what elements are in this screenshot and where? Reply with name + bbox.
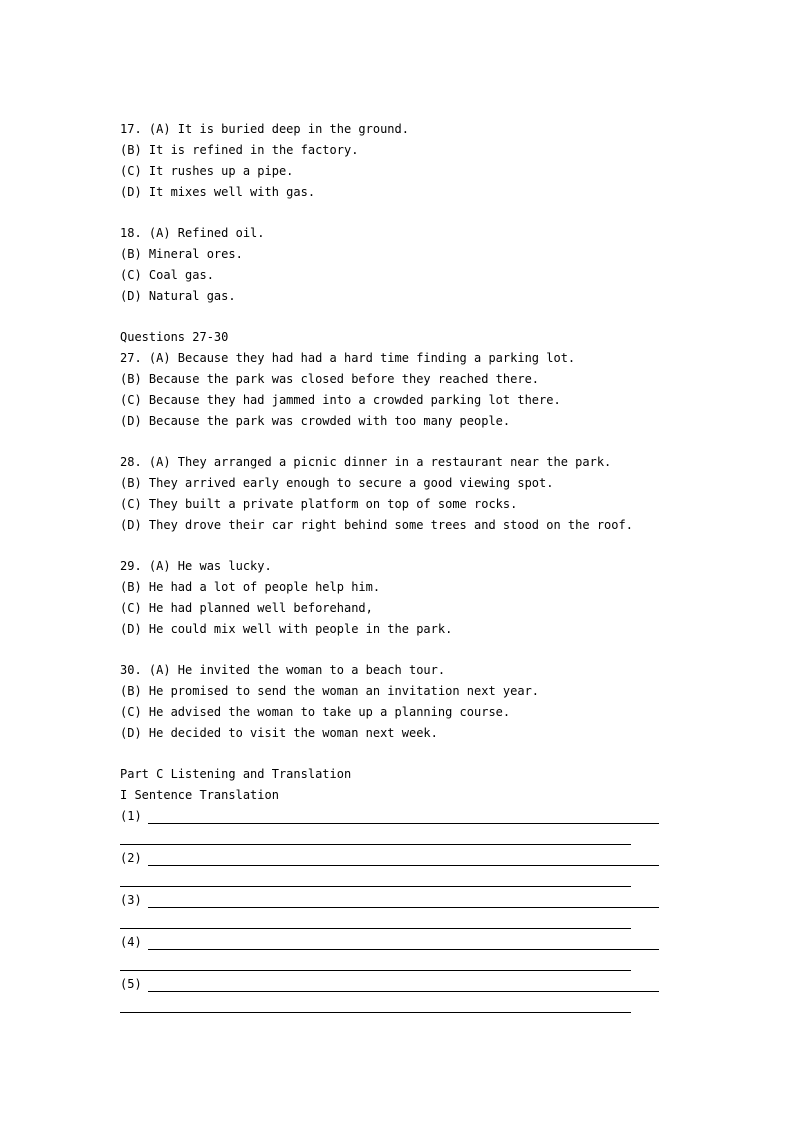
q18-option-c: (C) Coal gas. (120, 268, 214, 282)
q28-option-a: 28. (A) They arranged a picnic dinner in a restaurant near the park. (120, 455, 612, 469)
q28-option-d: (D) They drove their car right behind some trees and stood on the roof. (120, 518, 633, 532)
question-29 (120, 556, 680, 640)
q29-option-a: 29. (A) He was lucky. (120, 559, 272, 573)
translation-number: (5) (120, 977, 142, 991)
question-27 (120, 348, 680, 432)
q27-option-b: (B) Because the park was closed before they reached there. (120, 372, 540, 386)
q27-option-c: (C) Because they had jammed into a crowded parking lot there. (120, 393, 561, 407)
q17-option-c: (C) It rushes up a pipe. (120, 164, 294, 178)
translation-number: (1) (120, 809, 142, 823)
q28-option-b: (B) They arrived early enough to secure a good viewing spot. (120, 476, 554, 490)
q30-option-b: (B) He promised to send the woman an invitation next year. (120, 684, 540, 698)
q29-option-d: (D) He could mix well with people in the park. (120, 622, 453, 636)
question-30 (120, 660, 680, 744)
question-17 (120, 119, 680, 203)
q28-option-c: (C) They built a private platform on top of some rocks. (120, 497, 518, 511)
q17-option-a: 17. (A) It is buried deep in the ground. (120, 122, 409, 136)
translation-number: (4) (120, 935, 142, 949)
translation-item-2 (120, 848, 680, 890)
part-c-subtitle: I Sentence Translation (120, 788, 279, 802)
q30-option-d: (D) He decided to visit the woman next week. (120, 726, 438, 740)
answer-line[interactable] (120, 928, 631, 929)
q30-option-c: (C) He advised the woman to take up a planning course. (120, 705, 511, 719)
section-header: Questions 27-30 (120, 330, 229, 344)
answer-line[interactable] (148, 991, 659, 992)
answer-line[interactable] (148, 865, 659, 866)
q18-option-d: (D) Natural gas. (120, 289, 236, 303)
answer-line[interactable] (148, 949, 659, 950)
worksheet-page (120, 119, 680, 1016)
translation-item-5 (120, 974, 680, 1016)
translation-item-4 (120, 932, 680, 974)
question-18 (120, 223, 680, 307)
answer-line[interactable] (120, 1012, 631, 1013)
q30-option-a: 30. (A) He invited the woman to a beach tour. (120, 663, 446, 677)
answer-line[interactable] (148, 907, 659, 908)
translation-item-1 (120, 806, 680, 848)
answer-line[interactable] (120, 844, 631, 845)
answer-line[interactable] (120, 886, 631, 887)
translation-number: (3) (120, 893, 142, 907)
q27-option-a: 27. (A) Because they had had a hard time finding a parking lot. (120, 351, 576, 365)
q17-option-d: (D) It mixes well with gas. (120, 185, 316, 199)
translation-number: (2) (120, 851, 142, 865)
q17-option-b: (B) It is refined in the factory. (120, 143, 359, 157)
translation-item-3 (120, 890, 680, 932)
q27-option-d: (D) Because the park was crowded with too many people. (120, 414, 511, 428)
q18-option-b: (B) Mineral ores. (120, 247, 243, 261)
part-c-title: Part C Listening and Translation (120, 767, 352, 781)
q18-option-a: 18. (A) Refined oil. (120, 226, 265, 240)
answer-line[interactable] (120, 970, 631, 971)
answer-line[interactable] (148, 823, 659, 824)
question-28 (120, 452, 680, 536)
q29-option-b: (B) He had a lot of people help him. (120, 580, 381, 594)
q29-option-c: (C) He had planned well beforehand, (120, 601, 373, 615)
